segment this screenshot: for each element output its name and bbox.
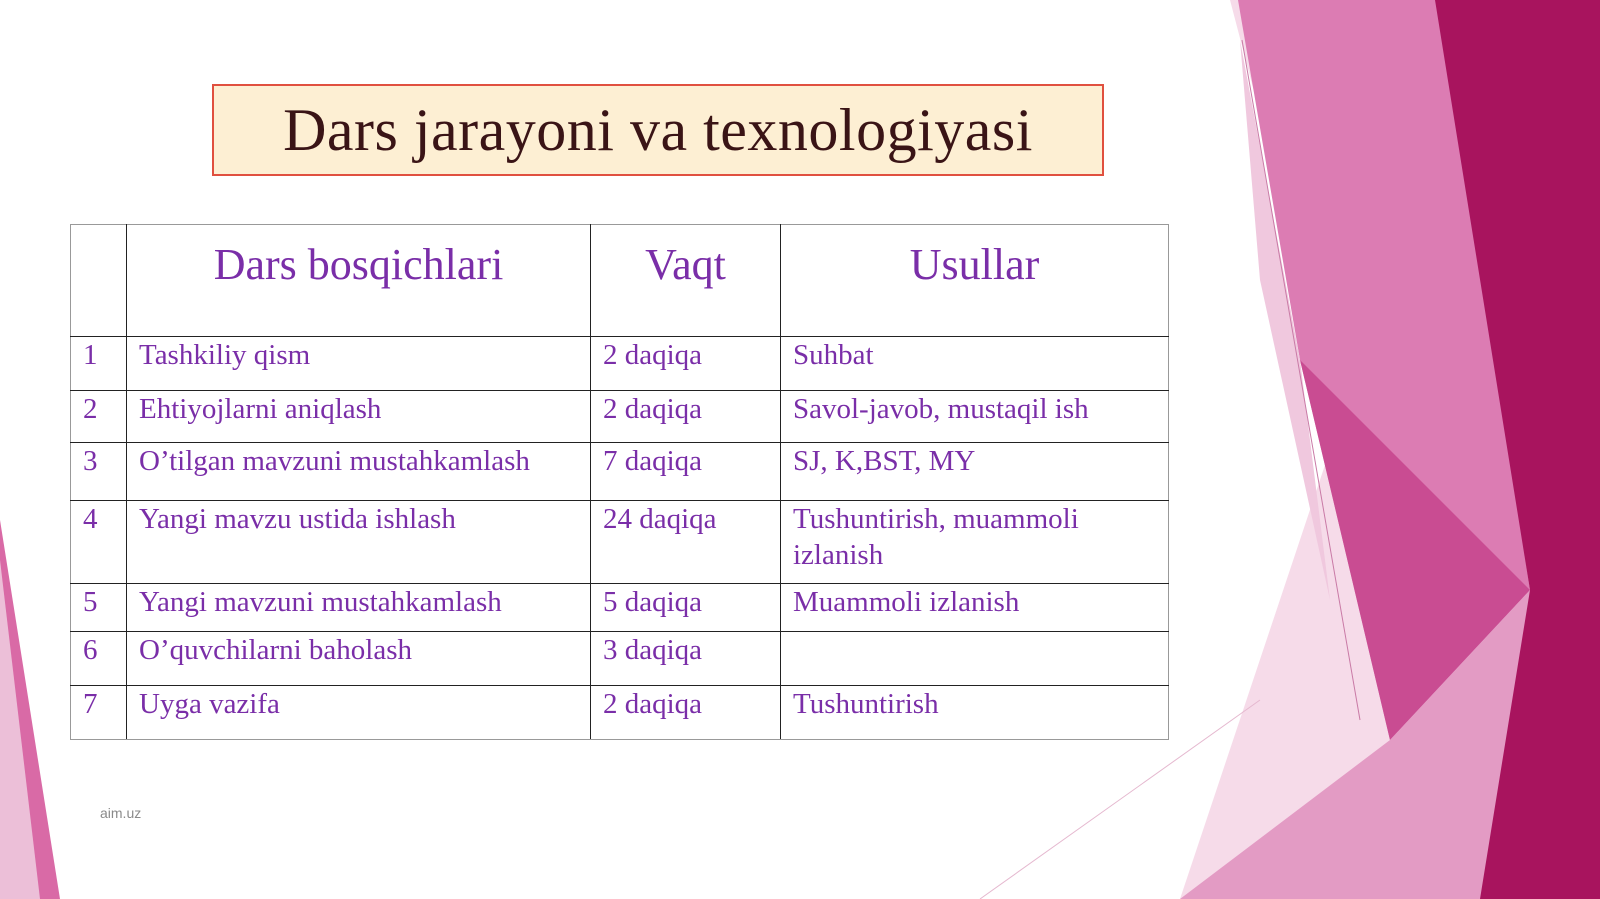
row-method: Savol-javob, mustaqil ish <box>781 391 1169 443</box>
row-method: Tushuntirish, muammoli izlanish <box>781 501 1169 584</box>
row-stage: Yangi mavzu ustida ishlash <box>127 501 591 584</box>
row-time: 5 daqiqa <box>591 584 781 632</box>
row-method: SJ, K,BST, MY <box>781 443 1169 501</box>
lesson-plan-table <box>70 224 1169 740</box>
table-row <box>71 443 1169 501</box>
row-number: 1 <box>71 337 127 391</box>
row-number: 3 <box>71 443 127 501</box>
row-number: 7 <box>71 686 127 740</box>
row-stage: O’quvchilarni baholash <box>127 632 591 686</box>
table-row <box>71 391 1169 443</box>
row-time: 2 daqiqa <box>591 337 781 391</box>
table-row <box>71 584 1169 632</box>
row-method: Suhbat <box>781 337 1169 391</box>
table-row <box>71 337 1169 391</box>
row-time: 2 daqiqa <box>591 686 781 740</box>
header-time: Vaqt <box>591 225 781 337</box>
title-box <box>212 84 1104 176</box>
slide-title: Dars jarayoni va texnologiyasi <box>283 96 1033 163</box>
row-number: 2 <box>71 391 127 443</box>
header-methods: Usullar <box>781 225 1169 337</box>
row-number: 6 <box>71 632 127 686</box>
row-stage: Tashkiliy qism <box>127 337 591 391</box>
row-stage: Yangi mavzuni mustahkamlash <box>127 584 591 632</box>
row-time: 2 daqiqa <box>591 391 781 443</box>
row-number: 5 <box>71 584 127 632</box>
table-row <box>71 686 1169 740</box>
row-stage: O’tilgan mavzuni mustahkamlash <box>127 443 591 501</box>
table-row <box>71 632 1169 686</box>
row-stage: Ehtiyojlarni aniqlash <box>127 391 591 443</box>
table-header-row <box>71 225 1169 337</box>
footer-source: aim.uz <box>100 805 142 821</box>
row-number: 4 <box>71 501 127 584</box>
row-time: 3 daqiqa <box>591 632 781 686</box>
row-method: Tushuntirish <box>781 686 1169 740</box>
row-stage: Uyga vazifa <box>127 686 591 740</box>
table-row <box>71 501 1169 584</box>
row-time: 7 daqiqa <box>591 443 781 501</box>
header-stages: Dars bosqichlari <box>127 225 591 337</box>
row-method <box>781 632 1169 686</box>
header-number <box>71 225 127 337</box>
row-method: Muammoli izlanish <box>781 584 1169 632</box>
row-time: 24 daqiqa <box>591 501 781 584</box>
